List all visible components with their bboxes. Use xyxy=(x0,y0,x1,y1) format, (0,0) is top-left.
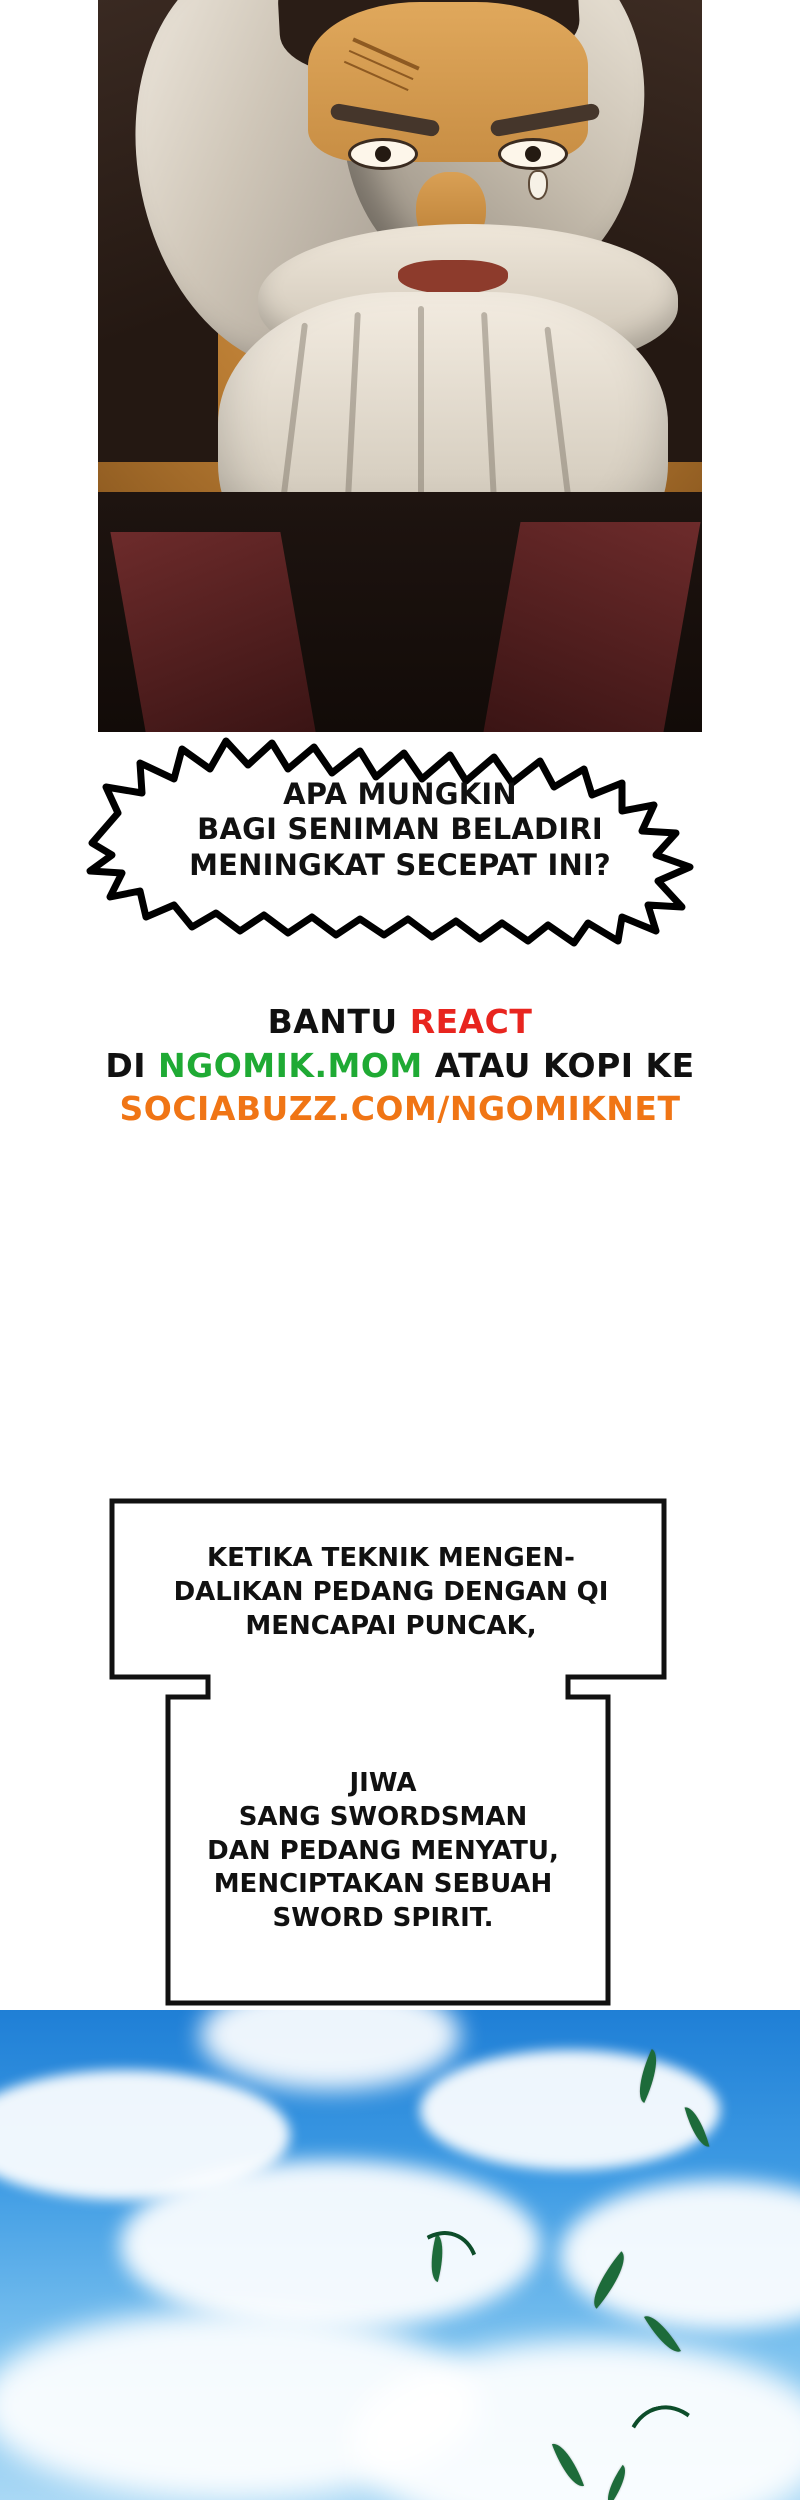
narration-bottom-line-5: SWORD SPIRIT. xyxy=(272,1903,494,1934)
promo-text xyxy=(0,1000,800,1131)
thought-bubble xyxy=(70,735,730,950)
promo-line2-seg1: DI xyxy=(105,1045,158,1085)
narration-top-text xyxy=(156,1542,626,1643)
promo-line3-seg1[interactable]: SOCIABUZZ.COM/NGOMIKNET xyxy=(119,1089,681,1129)
eye-right xyxy=(498,138,568,170)
old-swordsman-face-panel xyxy=(98,0,702,732)
forehead xyxy=(308,2,588,162)
robe-collar-left xyxy=(110,532,315,732)
narration-top-line-3: MENCAPAI PUNCAK, xyxy=(245,1610,537,1641)
promo-line-1 xyxy=(0,1000,800,1044)
narration-bottom-line-2: SANG SWORDSMAN xyxy=(238,1801,528,1832)
promo-line1-seg2: REACT xyxy=(409,1002,533,1041)
thought-line-1: APA MUNGKIN xyxy=(283,777,517,811)
promo-line-3[interactable] xyxy=(0,1087,800,1131)
narration-bottom-text xyxy=(148,1767,618,1936)
narration-bottom-line-1: JIWA xyxy=(349,1768,417,1798)
narration-top-line-1: KETIKA TEKNIK MENGEN- xyxy=(207,1543,575,1573)
sky-panel xyxy=(0,2010,800,2500)
promo-line-2 xyxy=(0,1044,800,1088)
narration-box xyxy=(108,1497,668,2007)
promo-line1-seg1: BANTU xyxy=(267,1002,410,1041)
thought-bubble-text xyxy=(70,777,730,883)
thought-line-3: MENINGKAT SECEPAT INI? xyxy=(189,847,611,882)
thought-line-2: BAGI SENIMAN BELADIRI xyxy=(197,812,603,847)
mouth xyxy=(398,260,508,294)
cloud xyxy=(120,2160,540,2330)
pupil-left xyxy=(375,146,391,162)
narration-bottom-line-4: MENCIPTAKAN SEBUAH xyxy=(213,1869,553,1900)
cloud xyxy=(200,2010,460,2090)
narration-top-line-2: DALIKAN PEDANG DENGAN QI xyxy=(173,1576,609,1607)
promo-line2-seg3: ATAU KOPI KE xyxy=(422,1045,695,1085)
promo-line2-seg2[interactable]: NGOMIK.MOM xyxy=(158,1045,423,1085)
sweat-drop xyxy=(528,170,548,200)
robe-collar-right xyxy=(483,522,700,732)
pupil-right xyxy=(525,146,541,162)
narration-bottom-line-3: DAN PEDANG MENYATU, xyxy=(207,1835,559,1866)
eye-left xyxy=(348,138,418,170)
cloud xyxy=(420,2050,720,2170)
